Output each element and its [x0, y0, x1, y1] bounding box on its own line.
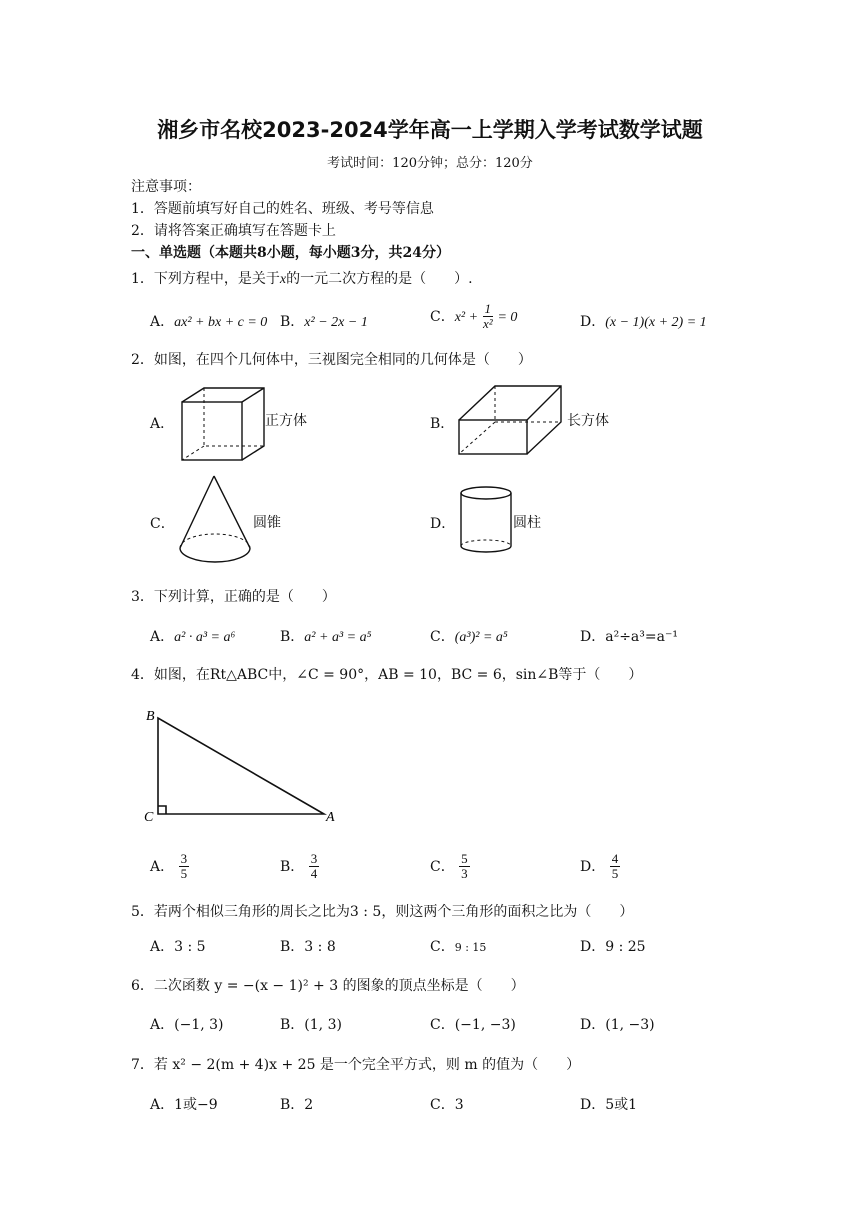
q1-option-c[interactable]: C．x² + $\frac{1}{\text{x²}}$ = 0 [430, 301, 518, 332]
q7-option-d[interactable]: D．5或1 [580, 1097, 638, 1113]
cuboid-figure [455, 382, 565, 462]
vertex-a-label: A [326, 810, 335, 825]
q3-option-d[interactable]: D．a²÷a³=a⁻¹ [580, 629, 678, 645]
q1-var: x [279, 272, 287, 287]
q6-option-c[interactable]: C．(−1, −3) [430, 1017, 516, 1033]
notes-heading: 注意事项： [131, 179, 201, 195]
vertex-c-label: C [144, 810, 154, 825]
q4-option-b[interactable]: B． $\frac{3}{4}$ [280, 851, 318, 882]
right-triangle-figure [140, 702, 350, 830]
q1-stem-tail: 的一元二次方程的是（ ）. [286, 271, 473, 287]
q2-option-d-label[interactable]: D． [430, 516, 456, 532]
cylinder-figure [456, 484, 516, 556]
q1-option-a[interactable]: A．ax² + bx + c = 0 [150, 314, 268, 330]
cone-figure [176, 472, 256, 568]
q1-option-b[interactable]: B．x² − 2x − 1 [280, 314, 368, 330]
q2-cuboid-name: 长方体 [567, 413, 609, 429]
exam-info: 考试时间：120分钟；总分：120分 [327, 156, 533, 171]
q6-option-a[interactable]: A．(−1, 3) [150, 1017, 224, 1033]
q3-option-b[interactable]: B．a² + a³ = a⁵ [280, 629, 372, 645]
vertex-b-label: B [146, 709, 155, 724]
q5-option-d[interactable]: D．9 : 25 [580, 939, 646, 955]
question-5-stem: 5．若两个相似三角形的周长之比为3 : 5，则这两个三角形的面积之比为（ ） [131, 904, 634, 920]
cube-figure [178, 386, 268, 466]
question-3-stem: 3．下列计算，正确的是（ ） [131, 589, 336, 605]
question-1-stem [131, 268, 473, 288]
note-item-2: 2．请将答案正确填写在答题卡上 [131, 223, 336, 239]
q2-option-b-label[interactable]: B． [430, 416, 455, 432]
question-7-stem: 7．若 x² − 2(m + 4)x + 25 是一个完全平方式，则 m 的值为（ ） [131, 1057, 581, 1073]
q6-option-d[interactable]: D．(1, −3) [580, 1017, 655, 1033]
q3-option-c[interactable]: C．(a³)² = a⁵ [430, 629, 508, 645]
q2-cube-name: 正方体 [265, 413, 307, 429]
q6-option-b[interactable]: B．(1, 3) [280, 1017, 342, 1033]
q7-option-a[interactable]: A．1或−9 [150, 1097, 218, 1113]
q5-option-a[interactable]: A．3 : 5 [150, 939, 206, 955]
q2-cone-name: 圆锥 [253, 515, 281, 531]
question-6-stem: 6．二次函数 y = −(x − 1)² + 3 的图象的顶点坐标是（ ） [131, 978, 525, 994]
page-title: 湘乡市名校2023-2024学年高一上学期入学考试数学试题 [157, 118, 703, 142]
q1-option-d[interactable]: D．(x − 1)(x + 2) = 1 [580, 314, 707, 330]
question-4-stem: 4．如图，在Rt△ABC中，∠C = 90°，AB = 10，BC = 6，sin∠B等于（ ） [131, 667, 643, 683]
q1-stem-text: 1．下列方程中，是关于 [131, 271, 280, 287]
q5-option-c[interactable]: C．9 : 15 [430, 939, 487, 955]
q2-option-c-label[interactable]: C． [150, 516, 175, 532]
section-heading: 一、单选题（本题共8小题，每小题3分，共24分） [131, 245, 450, 261]
q3-option-a[interactable]: A．a² · a³ = a⁶ [150, 629, 236, 645]
q4-option-d[interactable]: D． $\frac{4}{5}$ [580, 851, 619, 882]
q7-option-c[interactable]: C．3 [430, 1097, 464, 1113]
q4-option-a[interactable]: A． $\frac{3}{5}$ [150, 851, 188, 882]
q2-cylinder-name: 圆柱 [513, 515, 541, 531]
q2-option-a-label[interactable]: A． [150, 416, 175, 432]
note-item-1: 1．答题前填写好自己的姓名、班级、考号等信息 [131, 201, 434, 217]
question-2-stem: 2．如图，在四个几何体中，三视图完全相同的几何体是（ ） [131, 352, 532, 368]
q7-option-b[interactable]: B．2 [280, 1097, 314, 1113]
q5-option-b[interactable]: B．3 : 8 [280, 939, 336, 955]
q4-option-c[interactable]: C． $\frac{5}{3}$ [430, 851, 468, 882]
